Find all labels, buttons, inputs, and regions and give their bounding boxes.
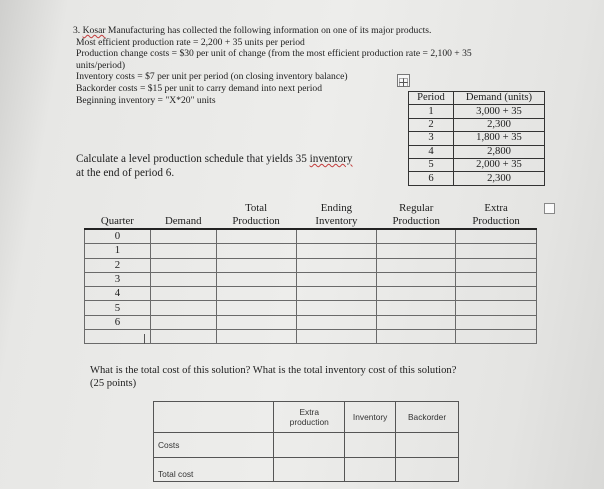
table-row [85,330,537,344]
cost-row-label-costs: Costs [154,433,274,458]
problem-number: 3. [73,25,81,36]
quarter-cell: 2 [85,258,151,272]
input-cell[interactable] [345,458,396,482]
input-cell[interactable] [150,301,216,315]
problem-line-beginning-inventory: Beginning inventory = "X*20" units [76,94,216,106]
input-cell[interactable] [296,301,377,315]
input-cell[interactable] [296,315,377,329]
input-cell[interactable] [296,272,377,286]
demand-row [409,172,545,185]
table-row [85,315,537,329]
period-cell: 4 [409,145,454,158]
demand-cell: 1,800 + 35 [454,132,545,145]
header-quarter: Quarter [85,202,151,229]
header-extra-production: Extra Production [456,202,537,229]
quarter-cell: 4 [85,287,151,301]
problem-line-units: units/period) [76,59,126,71]
cost-header-extra-production: Extra production [274,402,345,433]
input-cell[interactable] [150,287,216,301]
input-cell[interactable] [396,433,459,458]
cost-header-blank [154,402,274,433]
company-name: Kosar [82,25,106,36]
demand-cell: 2,800 [454,145,545,158]
table-row [85,301,537,315]
input-cell[interactable] [377,330,456,344]
input-cell[interactable] [296,244,377,258]
input-cell[interactable] [456,272,537,286]
period-cell: 5 [409,158,454,171]
problem-line-backorder-cost: Backorder costs = $15 per unit to carry demand into next period [76,82,322,94]
table-row [85,229,537,244]
input-cell[interactable] [377,315,456,329]
period-cell: 1 [409,105,454,118]
cost-header-backorder: Backorder [396,402,459,433]
input-cell[interactable] [456,287,537,301]
question-2-line-2: (25 points) [90,378,137,389]
demand-cell: 2,300 [454,118,545,131]
input-cell[interactable] [377,229,456,244]
input-cell[interactable] [456,258,537,272]
table-row [85,258,537,272]
period-cell: 2 [409,118,454,131]
text-cursor [144,334,145,344]
table-row [85,272,537,286]
input-cell[interactable] [456,301,537,315]
table-row [85,244,537,258]
problem-line-change-cost: Production change costs = $30 per unit of change (from the most efficient production rate = 2,100 + 35 [76,48,472,60]
input-cell[interactable] [296,287,377,301]
table-row [85,287,537,301]
problem-intro: Manufacturing has collected the following information on one of its major products. [105,25,432,36]
cost-table [153,401,459,482]
demand-cell: 2,300 [454,172,545,185]
header-demand: Demand [150,202,216,229]
question-2-line-1: What is the total cost of this solution? What is the total inventory cost of this solution? [90,365,457,376]
task-text [76,152,353,180]
move-icon[interactable] [397,74,410,87]
demand-cell: 2,000 + 35 [454,158,545,171]
input-cell[interactable] [456,330,537,344]
input-cell[interactable] [216,272,296,286]
demand-table-header-period: Period [409,92,454,105]
input-cell[interactable] [296,258,377,272]
quarter-cell: 6 [85,315,151,329]
quarter-cell: 1 [85,244,151,258]
demand-row [409,158,545,171]
header-regular-production: Regular Production [377,202,456,229]
schedule-table [84,202,537,344]
input-cell[interactable] [85,330,151,344]
header-total-production: Total Production [216,202,296,229]
input-cell[interactable] [150,272,216,286]
header-ending-inventory: Ending Inventory [296,202,377,229]
input-cell[interactable] [396,458,459,482]
input-cell[interactable] [216,258,296,272]
input-cell[interactable] [150,315,216,329]
period-cell: 6 [409,172,454,185]
demand-row [409,145,545,158]
input-cell[interactable] [296,330,377,344]
task-underlined-word: inventory [309,153,353,165]
input-cell[interactable] [216,330,296,344]
input-cell[interactable] [456,229,537,244]
quarter-cell: 3 [85,272,151,286]
input-cell[interactable] [377,258,456,272]
task-line-1: Calculate a level production schedule that yields 35 [76,153,310,165]
problem-line-rate: Most efficient production rate = 2,200 + 35 units per period [76,36,305,48]
input-cell[interactable] [377,272,456,286]
input-cell[interactable] [216,229,296,244]
task-line-2: at the end of period 6. [76,167,175,179]
quarter-cell: 0 [85,229,151,244]
quarter-cell: 5 [85,301,151,315]
input-cell[interactable] [274,433,345,458]
input-cell[interactable] [456,315,537,329]
demand-row [409,105,545,118]
input-cell[interactable] [150,330,216,344]
input-cell[interactable] [345,433,396,458]
demand-cell: 3,000 + 35 [454,105,545,118]
cost-header-inventory: Inventory [345,402,396,433]
checkbox-icon[interactable] [544,203,555,214]
input-cell[interactable] [216,301,296,315]
input-cell[interactable] [216,287,296,301]
input-cell[interactable] [150,258,216,272]
input-cell[interactable] [216,315,296,329]
input-cell[interactable] [456,244,537,258]
input-cell[interactable] [216,244,296,258]
input-cell[interactable] [150,229,216,244]
input-cell[interactable] [150,244,216,258]
input-cell[interactable] [274,458,345,482]
demand-table-header-demand: Demand (units) [454,92,545,105]
input-cell[interactable] [377,301,456,315]
question-2 [90,364,456,390]
problem-line-inventory-cost: Inventory costs = $7 per unit per period (on closing inventory balance) [76,71,348,83]
demand-table [408,91,545,186]
demand-row [409,118,545,131]
input-cell[interactable] [377,287,456,301]
input-cell[interactable] [377,244,456,258]
demand-row [409,132,545,145]
input-cell[interactable] [296,229,377,244]
cost-row-label-total-cost: Total cost [154,458,274,482]
period-cell: 3 [409,132,454,145]
